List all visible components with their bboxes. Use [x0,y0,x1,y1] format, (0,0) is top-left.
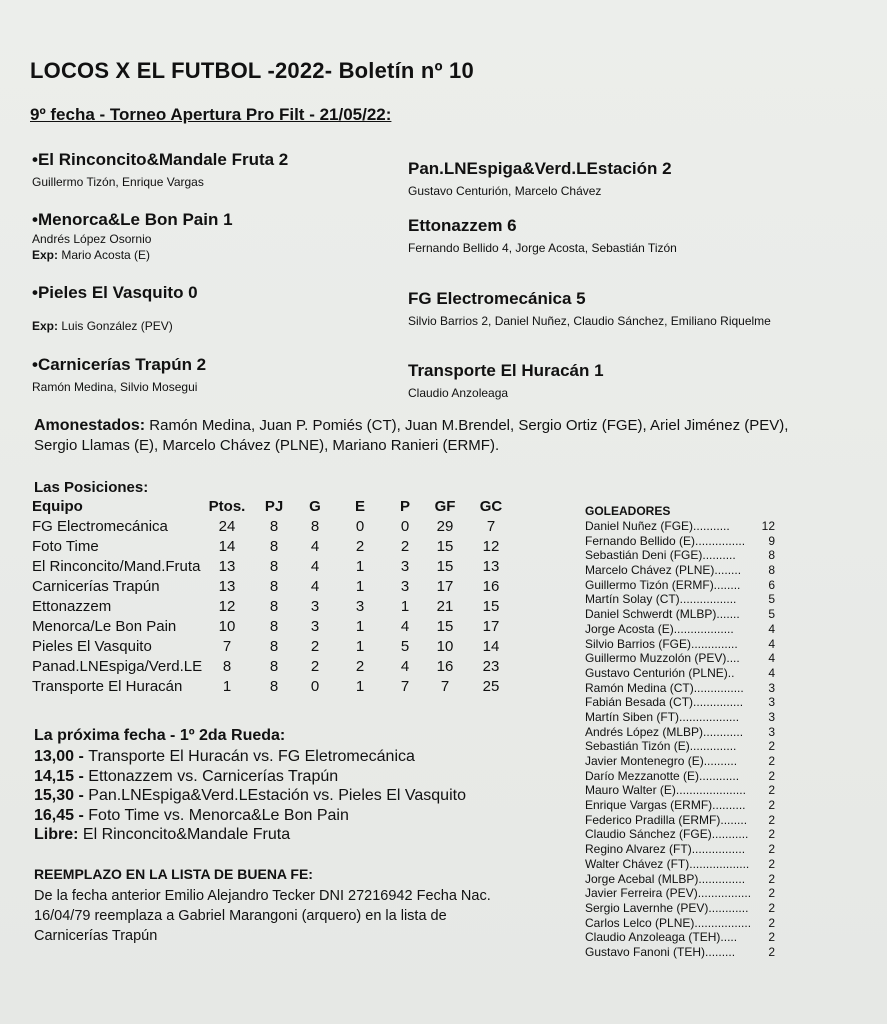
scorer-name: Claudio Sánchez (FGE)........... [585,827,749,842]
match-3-home [32,283,198,333]
team-score: Ettonazzem 6 [408,216,517,235]
scorer-goals: 5 [768,607,775,622]
stat-cell: 14 [482,637,500,655]
team-name-cell: FG Electromecánica [32,517,168,535]
scorer-name: Claudio Anzoleaga (TEH)..... [585,930,738,945]
stat-cell: 16 [482,577,500,595]
scorer-name: Gustavo Centurión (PLNE).. [585,665,735,680]
stat-cell: 1 [355,637,365,655]
stat-cell: 14 [218,537,236,555]
stat-cell: 12 [482,537,500,555]
stat-cell: 3 [355,597,365,615]
match-2-home [32,210,233,262]
scorer-row [585,783,775,798]
scorer-name: Enrique Vargas (ERMF).......... [585,798,746,813]
col-header: GC [479,498,503,515]
stat-cell: 4 [400,617,410,635]
scorer-goals: 3 [768,724,775,739]
team-name-cell: Transporte El Huracán [32,677,183,695]
stat-cell: 2 [310,637,320,655]
scorer-name: Jorge Acebal (MLBP).............. [585,871,746,886]
scorers-list: Fernando Bellido 4, Jorge Acosta, Sebastián Tizón [408,241,677,255]
replacement-text: De la fecha anterior Emilio Alejandro Tecker DNI 27216942 Fecha Nac. 16/04/79 reemplaza a Gabriel Marangoni (arquero) en la lista de Carnicerías Trapún [34,888,491,944]
stat-cell: 21 [436,597,454,615]
scorer-name: Ramón Medina (CT)............... [585,680,744,695]
match-3-away [408,289,771,328]
col-header: P [399,498,410,515]
stat-cell: 2 [355,537,365,555]
stat-cell: 13 [218,577,236,595]
scorer-row [585,842,775,857]
scorer-name: Javier Ferreira (PEV)................ [585,886,752,901]
scorer-name: Silvio Barrios (FGE).............. [585,636,738,651]
scorer-row [585,886,775,901]
scorer-goals: 6 [768,577,775,592]
stat-cell: 8 [269,617,279,635]
fixture-time: 13,00 - [34,748,89,765]
scorer-row [585,592,775,607]
scorer-goals: 2 [768,930,775,945]
scorer-goals: 8 [768,563,775,578]
scorers-list: Andrés López Osornio [32,232,152,246]
col-header: Ptos. [208,498,246,515]
scorer-row [585,637,775,652]
team-score: •Menorca&Le Bon Pain 1 [32,210,233,229]
scorer-goals: 3 [768,680,775,695]
stat-cell: 16 [436,657,454,675]
team-score: Pan.LNEspiga&Verd.LEstación 2 [408,159,672,178]
scorers-table [585,519,775,960]
stat-cell: 0 [310,677,320,695]
scorer-goals: 2 [768,827,775,842]
scorer-row [585,798,775,813]
team-score: •El Rinconcito&Mandale Fruta 2 [32,150,289,169]
scorer-goals: 5 [768,592,775,607]
stat-cell: 3 [310,597,320,615]
scorer-goals: 4 [768,621,775,636]
stat-cell: 8 [269,557,279,575]
expulsion-label: Exp: [32,319,59,333]
standings-table [32,497,514,696]
col-header: Equipo [32,498,83,515]
scorers-list: Ramón Medina, Silvio Mosegui [32,380,198,394]
scorer-row [585,578,775,593]
scorer-row [585,739,775,754]
stat-cell: 25 [482,677,500,695]
scorer-goals: 2 [768,886,775,901]
stat-cell: 8 [269,657,279,675]
scorer-row [585,534,775,549]
scorers-list: Guillermo Tizón, Enrique Vargas [32,175,204,189]
col-header: G [309,498,321,515]
scorer-name: Sebastián Deni (FGE).......... [585,548,736,563]
stat-cell: 8 [269,577,279,595]
scorer-name: Sergio Lavernhe (PEV)............ [585,900,749,915]
scorer-name: Daniel Schwerdt (MLBP)....... [585,607,740,622]
scorer-row [585,710,775,725]
expulsion-player: Mario Acosta (E) [58,248,151,262]
scorer-goals: 4 [768,651,775,666]
scorer-goals: 4 [768,636,775,651]
scorer-goals: 3 [768,695,775,710]
cautioned-label: Amonestados: [34,417,146,434]
stat-cell: 1 [400,597,410,615]
stat-cell: 1 [355,617,365,635]
scorer-name: Martín Siben (FT).................. [585,709,740,724]
scorers-title: GOLEADORES [585,504,671,518]
scorer-row [585,754,775,769]
scorer-name: Carlos Lelco (PLNE)................. [585,915,752,930]
team-name-cell: Menorca/Le Bon Pain [32,617,177,635]
team-score: •Carnicerías Trapún 2 [32,355,207,374]
stat-cell: 4 [310,537,320,555]
stat-cell: 8 [269,637,279,655]
team-name-cell: Pieles El Vasquito [32,637,152,655]
scorer-row [585,607,775,622]
scorers-list: Gustavo Centurión, Marcelo Chávez [408,184,602,198]
scorers-list: Silvio Barrios 2, Daniel Nuñez, Claudio Sánchez, Emiliano Riquelme [408,314,771,328]
replacement-title: REEMPLAZO EN LA LISTA DE BUENA FE: [34,866,313,882]
stat-cell: 8 [310,517,320,535]
team-score: Transporte El Huracán 1 [408,361,604,380]
expulsion-label: Exp: [32,248,59,262]
scorer-row [585,519,775,534]
fixture-time: 15,30 - [34,787,89,804]
fixture-item [34,825,466,845]
scorer-row [585,666,775,681]
stat-cell: 4 [310,557,320,575]
scorer-name: Federico Pradilla (ERMF)........ [585,812,748,827]
stat-cell: 7 [222,637,232,655]
stat-cell: 15 [436,537,454,555]
team-name-cell: Panad.LNEspiga/Verd.LE [32,657,203,675]
scorer-goals: 2 [768,812,775,827]
scorer-name: Martín Solay (CT)................. [585,592,737,607]
scorer-row [585,916,775,931]
cautioned-players [34,416,814,456]
scorer-name: Darío Mezzanotte (E)............ [585,768,740,783]
stat-cell: 13 [218,557,236,575]
stat-cell: 5 [400,637,410,655]
stat-cell: 1 [222,677,232,695]
stat-cell: 29 [436,517,454,535]
fixture-time: Libre: [34,826,83,843]
stat-cell: 15 [482,597,500,615]
scorer-goals: 2 [768,856,775,871]
fixture-time: 14,15 - [34,767,89,785]
match-1-away [408,159,672,198]
standings-header-row [32,497,514,516]
next-round-title: La próxima fecha - 1º 2da Rueda: [34,727,286,744]
standings-row [32,636,514,656]
stat-cell: 3 [400,577,410,595]
team-name-cell: Ettonazzem [32,597,112,615]
fixture-teams: Ettonazzem vs. Carnicerías Trapún [88,767,339,785]
fixture-item [34,806,466,826]
scorer-goals: 2 [768,842,775,857]
standings-row [32,516,514,536]
scorer-goals: 2 [768,768,775,783]
expulsion-line [32,248,233,262]
stat-cell: 3 [310,617,320,635]
scorer-goals: 2 [768,900,775,915]
stat-cell: 2 [310,657,320,675]
standings-row [32,656,514,676]
scorer-row [585,651,775,666]
team-name-cell: Foto Time [32,537,99,555]
scorer-goals: 12 [761,519,775,533]
standings-row [32,536,514,556]
scorer-goals: 2 [768,754,775,768]
standings-row [32,676,514,696]
scorer-goals: 3 [768,709,775,724]
fixture-item [34,747,466,767]
stat-cell: 4 [310,577,320,595]
fixture-item [34,767,466,787]
scorer-row [585,563,775,578]
fixture-item [34,786,466,806]
scorer-row [585,872,775,887]
stat-cell: 8 [222,657,232,675]
scorer-row [585,813,775,828]
stat-cell: 8 [269,677,279,695]
cautioned-list: Ramón Medina, Juan P. Pomiés (CT), Juan M.Brendel, Sergio Ortiz (FGE), Ariel Jiménez (PEV), Sergio Llamas (E), Marcelo Chávez (PLNE), Mariano Ranieri (ERMF). [34,417,789,454]
scorer-goals: 2 [768,915,775,930]
scorer-row [585,622,775,637]
scorer-name: Regino Alvarez (FT)................ [585,842,746,857]
stat-cell: 8 [269,517,279,535]
scorer-row [585,901,775,916]
scorer-row [585,681,775,696]
stat-cell: 23 [482,657,500,675]
scorer-name: Andrés López (MLBP)............ [585,724,744,739]
scorer-goals: 2 [768,798,775,813]
match-1-home [32,150,288,189]
match-4-away [408,361,604,400]
stat-cell: 3 [400,557,410,575]
fixture-teams: Pan.LNEspiga&Verd.LEstación vs. Pieles El Vasquito [88,787,466,804]
stat-cell: 4 [400,657,410,675]
stat-cell: 7 [440,677,450,695]
match-4-home [32,355,206,394]
expulsion-player: Luis González (PEV) [58,319,173,333]
fixture-teams: El Rinconcito&Mandale Fruta [82,826,291,843]
stat-cell: 10 [218,617,236,635]
scorer-name: Walter Chávez (FT).................. [585,856,750,871]
expulsion-line [32,319,198,333]
stat-cell: 2 [400,537,410,555]
scorer-row [585,945,775,960]
scorer-goals: 2 [768,944,775,959]
scorer-goals: 4 [768,665,775,680]
stat-cell: 1 [355,557,365,575]
standings-row [32,596,514,616]
standings-row [32,576,514,596]
scorers-list: Claudio Anzoleaga [408,386,509,400]
scorer-goals: 2 [768,783,775,798]
scorer-name: Fabián Besada (CT)............... [585,695,744,710]
stat-cell: 12 [218,597,236,615]
col-header: GF [434,498,456,515]
stat-cell: 1 [355,677,365,695]
scorer-row [585,548,775,563]
stat-cell: 15 [436,557,454,575]
scorer-goals: 2 [768,739,775,754]
col-header: E [354,498,365,515]
stat-cell: 7 [486,517,496,535]
scorer-row [585,827,775,842]
scorer-name: Javier Montenegro (E).......... [585,754,738,768]
stat-cell: 15 [436,617,454,635]
scorer-goals: 8 [768,548,775,563]
stat-cell: 13 [482,557,500,575]
scorer-name: Gustavo Fanoni (TEH)......... [585,944,736,959]
standings-row [32,616,514,636]
stat-cell: 0 [355,517,365,535]
next-round-list [34,747,466,845]
fixture-teams: Transporte El Huracán vs. FG Eletromecánica [88,748,415,765]
stat-cell: 7 [400,677,410,695]
standings-row [32,556,514,576]
round-subtitle: 9º fecha - Torneo Apertura Pro Filt - 21/05/22: [30,105,392,124]
scorer-goals: 2 [768,871,775,886]
scorer-name: Guillermo Muzzolón (PEV).... [585,651,740,666]
team-name-cell: Carnicerías Trapún [32,577,160,595]
scorer-row [585,695,775,710]
standings-title: Las Posiciones: [34,479,149,496]
stat-cell: 17 [482,617,500,635]
team-score: •Pieles El Vasquito 0 [32,283,198,302]
team-score: FG Electromecánica 5 [408,289,586,308]
scorer-row [585,769,775,784]
scorer-name: Mauro Walter (E)..................... [585,783,746,798]
scorer-row [585,930,775,945]
stat-cell: 10 [436,637,454,655]
scorer-name: Sebastián Tizón (E).............. [585,739,737,754]
stat-cell: 17 [436,577,454,595]
bulletin-title: LOCOS X EL FUTBOL -2022- Boletín nº 10 [30,58,474,83]
scorer-name: Daniel Nuñez (FGE)........... [585,519,730,533]
stat-cell: 2 [355,657,365,675]
stat-cell: 24 [218,517,236,535]
scorer-name: Marcelo Chávez (PLNE)........ [585,563,742,578]
scorer-name: Fernando Bellido (E)............... [585,533,746,548]
scorer-row [585,725,775,740]
team-name-cell: El Rinconcito/Mand.Fruta [32,557,201,575]
fixture-teams: Foto Time vs. Menorca&Le Bon Pain [88,806,349,824]
scorer-goals: 9 [768,533,775,548]
stat-cell: 8 [269,597,279,615]
stat-cell: 0 [400,517,410,535]
scorer-row [585,857,775,872]
stat-cell: 8 [269,537,279,555]
fixture-time: 16,45 - [34,806,89,824]
scorer-name: Guillermo Tizón (ERMF)........ [585,577,741,592]
scorer-name: Jorge Acosta (E).................. [585,621,734,636]
stat-cell: 1 [355,577,365,595]
col-header: PJ [264,498,284,515]
match-2-away [408,216,677,255]
